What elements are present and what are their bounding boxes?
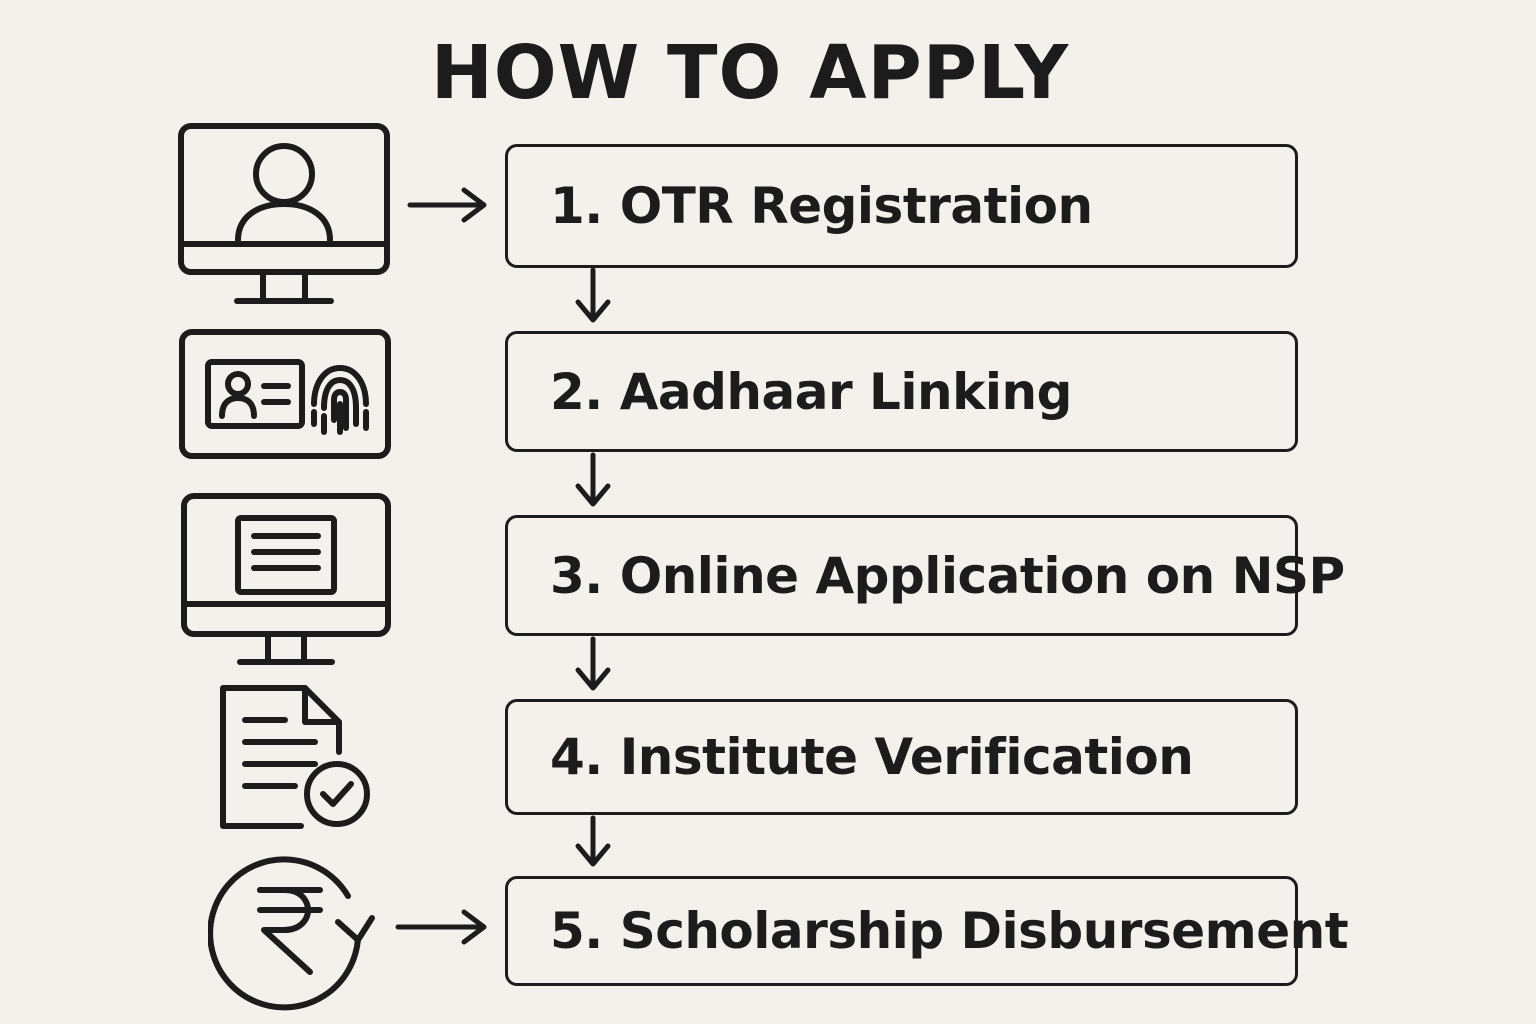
computer-form-icon [180, 492, 392, 668]
document-check-icon [215, 680, 375, 835]
page-title: HOW TO APPLY [430, 30, 1070, 116]
right-arrow-icon [398, 912, 484, 942]
id-card-fingerprint-icon [178, 328, 392, 460]
computer-user-icon [175, 120, 395, 310]
down-arrow-icon [578, 639, 608, 688]
down-arrow-icon [578, 270, 608, 320]
rupee-cycle-icon [208, 844, 380, 1016]
right-arrow-icon [410, 190, 484, 220]
step-label: 4. Institute Verification [550, 728, 1194, 786]
step-label: 2. Aadhaar Linking [550, 362, 1072, 421]
step-label: 3. Online Application on NSP [550, 546, 1345, 605]
down-arrow-icon [578, 818, 608, 864]
down-arrow-icon [578, 455, 608, 504]
step-label: 1. OTR Registration [550, 177, 1093, 235]
step-label: 5. Scholarship Disbursement [550, 902, 1349, 960]
